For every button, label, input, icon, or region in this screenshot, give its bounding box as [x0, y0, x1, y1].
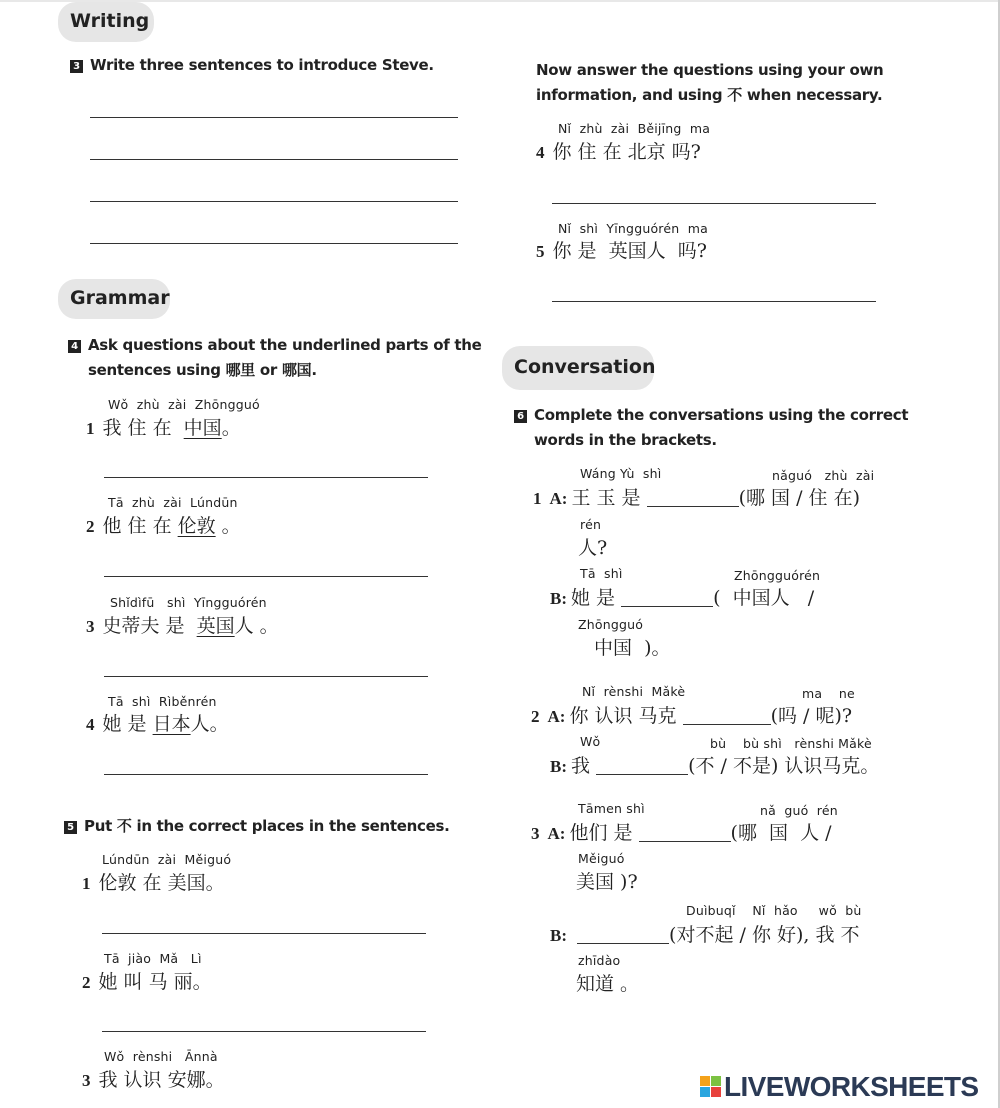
sentence: 1 伦敦 在 美国。	[82, 872, 225, 894]
dialogue-line: B: 她 是 ( 中国人 /	[550, 587, 815, 609]
answer-line[interactable]	[90, 117, 458, 118]
answer-line[interactable]	[104, 774, 428, 775]
fill-blank[interactable]	[621, 588, 713, 607]
pinyin: Duìbuqǐ Nǐ hǎo wǒ bù	[686, 903, 862, 918]
dialogue-line: B: (对不起 / 你 好), 我 不	[550, 924, 860, 946]
pinyin: Nǐ zhù zài Běijīng ma	[558, 121, 711, 136]
answer-line[interactable]	[102, 1031, 426, 1032]
question: 4 你 住 在 北京 吗?	[536, 141, 701, 163]
pinyin: Shǐdìfū shì Yīngguórén	[110, 595, 267, 610]
exercise-number: 6	[514, 410, 527, 423]
exercise5-instruction: 5 Put 不 in the correct places in the sentences.	[64, 814, 450, 839]
sentence: 3 我 认识 安娜。	[82, 1069, 225, 1091]
dialogue-line: 知道 。	[576, 973, 640, 995]
answer-line[interactable]	[90, 159, 458, 160]
pinyin: Tā zhù zài Lúndūn	[108, 495, 238, 510]
sentence: 2 他 住 在 伦敦 。	[86, 515, 241, 537]
fill-blank[interactable]	[647, 488, 739, 507]
dialogue-line: 3 A: 他们 是 (哪 国 人 /	[531, 822, 832, 844]
answer-line[interactable]	[552, 301, 876, 302]
pinyin: Tā shì	[580, 566, 623, 581]
liveworksheets-logo-icon	[700, 1076, 722, 1098]
exercise-number: 3	[70, 60, 83, 73]
underlined-part: 英国	[196, 615, 235, 637]
pinyin: Lúndūn zài Měiguó	[102, 852, 232, 867]
pinyin: Wǒ rènshi Ānnà	[104, 1049, 218, 1064]
fill-blank[interactable]	[577, 925, 669, 944]
answer-line[interactable]	[552, 203, 876, 204]
answer-line[interactable]	[104, 676, 428, 677]
underlined-part: 伦敦	[177, 515, 216, 537]
pinyin: zhīdào	[578, 953, 621, 968]
writing-instruction: 3 Write three sentences to introduce Steve.	[70, 53, 434, 78]
exercise-number: 5	[64, 821, 77, 834]
dialogue-line: B: 我 (不 / 不是) 认识马克。	[550, 755, 880, 777]
conversation-heading: Conversation	[502, 346, 654, 390]
pinyin: Tā shì Rìběnrén	[108, 694, 217, 709]
pinyin: nǎguó zhù zài	[772, 468, 875, 483]
dialogue-line: 人?	[578, 537, 608, 559]
fill-blank[interactable]	[639, 823, 731, 842]
pinyin: ma ne	[802, 686, 855, 701]
sentence: 3 史蒂夫 是 英国人 。	[86, 615, 279, 637]
fill-blank[interactable]	[683, 706, 771, 725]
question: 5 你 是 英国人 吗?	[536, 240, 707, 262]
dialogue-line: 美国 )?	[576, 871, 638, 893]
exercise-number: 4	[68, 340, 81, 353]
sentence: 1 我 住 在 中国。	[86, 417, 241, 439]
answer-line[interactable]	[104, 576, 428, 577]
fill-blank[interactable]	[596, 756, 688, 775]
underlined-part: 中国	[183, 417, 222, 439]
pinyin: Zhōngguórén	[734, 568, 821, 583]
exercise4-instruction: 4 Ask questions about the underlined parts of the sentences using 哪里 or 哪国.	[68, 333, 482, 383]
dialogue-line: 1 A: 王 玉 是 (哪 国 / 住 在)	[533, 487, 860, 509]
pinyin: bù bù shì rènshi Mǎkè	[710, 736, 872, 751]
pinyin: Wǒ	[580, 734, 601, 749]
pinyin: rén	[580, 517, 602, 532]
answer-line[interactable]	[102, 933, 426, 934]
writing-heading: Writing	[58, 2, 154, 42]
sentence: 2 她 叫 马 丽。	[82, 971, 212, 993]
pinyin: nǎ guó rén	[760, 803, 838, 818]
exercise6-instruction: 6 Complete the conversations using the correct words in the brackets.	[514, 403, 908, 453]
pinyin: Měiguó	[578, 851, 625, 866]
pinyin: Wǒ zhù zài Zhōngguó	[108, 397, 260, 412]
pinyin: Tā jiào Mǎ Lì	[104, 951, 202, 966]
pinyin: Nǐ rènshi Mǎkè	[582, 684, 686, 699]
dialogue-line: 中国 )。	[594, 637, 671, 659]
liveworksheets-logo[interactable]: LIVEWORKSHEETS	[724, 1071, 979, 1102]
answers-instruction: Now answer the questions using your own information, and using 不 when necessary.	[536, 61, 884, 104]
grammar-heading: Grammar	[58, 279, 170, 319]
answer-line[interactable]	[104, 477, 428, 478]
pinyin: Nǐ shì Yīngguórén ma	[558, 221, 708, 236]
pinyin: Zhōngguó	[578, 617, 644, 632]
pinyin: Tāmen shì	[578, 801, 645, 816]
underlined-part: 日本	[152, 713, 191, 735]
answer-line[interactable]	[90, 243, 458, 244]
answer-line[interactable]	[90, 201, 458, 202]
pinyin: Wáng Yù shì	[580, 466, 662, 481]
page-top-edge	[0, 0, 1000, 2]
dialogue-line: 2 A: 你 认识 马克 (吗 / 呢)?	[531, 705, 853, 727]
sentence: 4 她 是 日本人。	[86, 713, 229, 735]
